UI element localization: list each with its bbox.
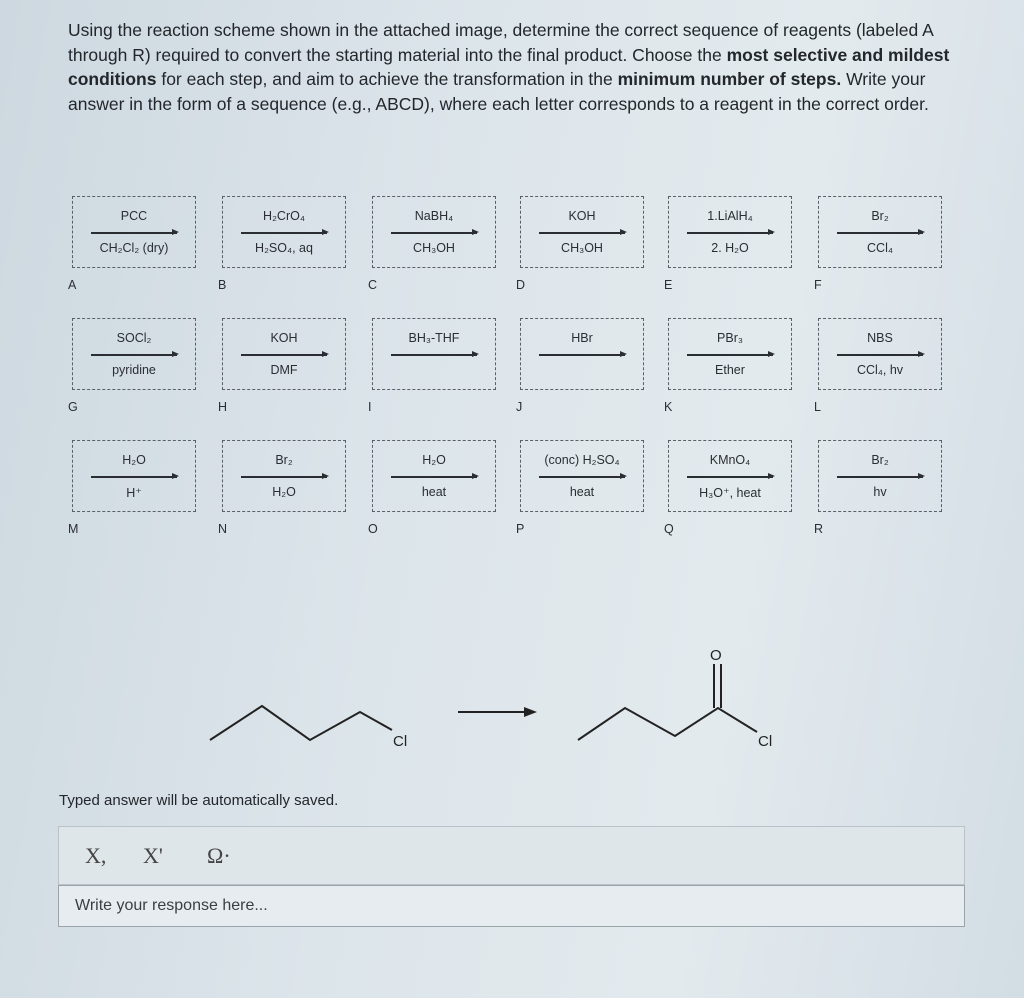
reagent-arrow [91, 476, 177, 478]
reagent-bottom: CCl₄, hv [856, 363, 904, 377]
reagent-arrow [687, 354, 773, 356]
reagent-box-h [222, 318, 346, 390]
reagent-box-b [222, 196, 346, 268]
response-field[interactable] [58, 885, 965, 927]
reagent-bottom: hv [873, 485, 887, 499]
reagent-letter: C [368, 278, 378, 292]
reagent-top: (conc) H₂SO₄ [544, 453, 620, 467]
reagent-top: H₂O [422, 453, 446, 467]
reagent-box-g [72, 318, 196, 390]
question-emphasis: minimum number of steps. [617, 69, 842, 89]
starting-material-skeleton [210, 706, 392, 740]
reagent-letter: G [68, 400, 78, 414]
reagent-bottom: Ether [715, 363, 745, 377]
reagent-box-n [222, 440, 346, 512]
reagent-box-i [372, 318, 496, 390]
reagent-top: 1.LiAlH₄ [707, 209, 753, 223]
reagent-arrow [539, 354, 625, 356]
reagent-arrow [687, 232, 773, 234]
question-part: Write your answer in the form of a sequence (e.g., ABCD), where each letter corresponds to a reagent in the correct order. [68, 69, 929, 114]
reagent-letter: F [814, 278, 822, 292]
reagent-letter: B [218, 278, 227, 292]
reagent-letter: H [218, 400, 228, 414]
reagent-bottom: heat [421, 485, 447, 499]
product-skeleton [578, 708, 757, 740]
reagent-box-l [818, 318, 942, 390]
reagent-box-c [372, 196, 496, 268]
reagent-box-j [520, 318, 644, 390]
reagent-arrow [837, 232, 923, 234]
reaction-scheme [0, 640, 1024, 760]
reagent-arrow [837, 354, 923, 356]
reagent-letter: J [516, 400, 523, 414]
reagent-bottom: heat [569, 485, 595, 499]
reagent-top: KMnO₄ [709, 453, 751, 467]
reagent-box-e [668, 196, 792, 268]
special-characters-button[interactable]: Ω· [207, 843, 231, 868]
reagent-arrow [241, 476, 327, 478]
reagent-letter: K [664, 400, 673, 414]
superscript-button[interactable]: X' [143, 843, 163, 868]
reagent-bottom: DMF [270, 363, 298, 377]
reagent-letter: Q [664, 522, 674, 536]
reagent-top: HBr [571, 331, 593, 345]
reaction-arrowhead [524, 707, 537, 717]
reagent-top: KOH [270, 331, 298, 345]
reagent-letter: D [516, 278, 526, 292]
reagent-letter: I [368, 400, 372, 414]
reagent-arrow [837, 476, 923, 478]
reagent-bottom: CH₂Cl₂ (dry) [99, 241, 169, 255]
reagent-bottom: pyridine [112, 363, 156, 377]
response-input[interactable] [73, 886, 957, 926]
reagent-arrow [91, 232, 177, 234]
reagent-bottom: H⁺ [126, 486, 142, 500]
reagent-arrow [241, 232, 327, 234]
reagent-top: NBS [867, 331, 893, 345]
reagent-top: Br₂ [871, 209, 889, 223]
reagent-arrow [687, 476, 773, 478]
reagent-bottom: H₂SO₄, aq [255, 241, 313, 255]
reagent-top: PBr₃ [717, 331, 743, 345]
editor-toolbar [58, 826, 965, 885]
reagent-box-o [372, 440, 496, 512]
reagent-letter: M [68, 522, 79, 536]
reagent-arrow [539, 232, 625, 234]
reagent-arrow [391, 354, 477, 356]
reagent-letter: E [664, 278, 673, 292]
reagent-box-p [520, 440, 644, 512]
reagent-top: SOCl₂ [116, 331, 152, 345]
question-emphasis: most selective and mildest conditions [68, 44, 950, 89]
reagent-arrow [539, 476, 625, 478]
reagent-box-k [668, 318, 792, 390]
subscript-button[interactable]: X, [85, 843, 107, 868]
reagent-box-f [818, 196, 942, 268]
reagent-top: KOH [568, 209, 596, 223]
reagent-letter: R [814, 522, 824, 536]
reagent-box-q [668, 440, 792, 512]
reagent-box-a [72, 196, 196, 268]
reagent-arrow [391, 476, 477, 478]
reagent-top: Br₂ [871, 453, 889, 467]
reagent-top: PCC [120, 209, 148, 223]
reagent-arrow [91, 354, 177, 356]
product-cl-label: Cl [758, 733, 773, 750]
reagent-top: Br₂ [275, 453, 293, 467]
autosave-note: Typed answer will be automatically saved. [59, 792, 339, 809]
reagent-top: H₂CrO₄ [263, 209, 305, 223]
reagent-bottom: CH₃OH [413, 241, 455, 255]
reagent-bottom: CCl₄ [867, 241, 893, 255]
reagent-letter: L [814, 400, 821, 414]
reagent-top: BH₃-THF [408, 331, 460, 345]
product-o-label: O [710, 647, 722, 664]
reagent-bottom: 2. H₂O [711, 241, 749, 255]
reagent-arrow [241, 354, 327, 356]
reagent-box-r [818, 440, 942, 512]
reagent-box-d [520, 196, 644, 268]
reagent-letter: N [218, 522, 228, 536]
reagent-top: NaBH₄ [414, 209, 454, 223]
question-part: for each step, and aim to achieve the transformation in the [156, 69, 618, 89]
reagent-box-m [72, 440, 196, 512]
reagent-bottom: H₃O⁺, heat [699, 486, 761, 500]
reagent-arrow [391, 232, 477, 234]
question-text [68, 18, 968, 116]
question-part: Using the reaction scheme shown in the attached image, determine the correct sequence of reagents (labeled A through R) required to convert the starting material into the final product. Choose the [68, 20, 933, 65]
reagent-bottom: CH₃OH [561, 241, 603, 255]
reagent-letter: O [368, 522, 378, 536]
reagent-bottom: H₂O [272, 485, 296, 499]
reagent-top: H₂O [122, 453, 146, 467]
reagent-letter: P [516, 522, 525, 536]
reagent-letter: A [68, 278, 77, 292]
start-cl-label: Cl [393, 733, 408, 750]
